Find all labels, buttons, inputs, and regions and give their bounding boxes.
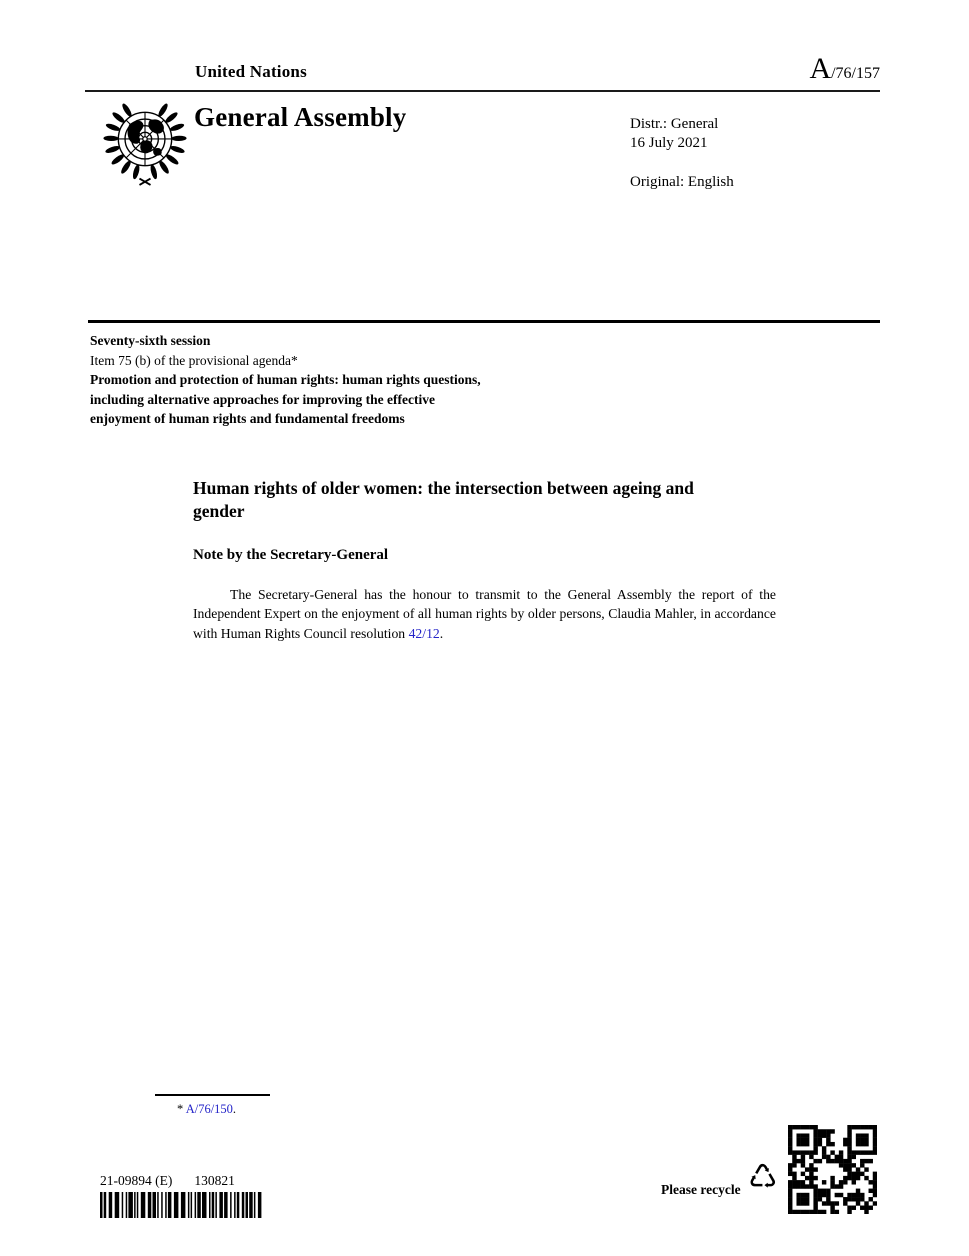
- paragraph-text: The Secretary-General has the honour to transmit to the General Assembly the report of the Independent Expert on the enjoyment of all human rights by older persons, Claudia Mahler, in accordance with Human Rights Council resolution: [193, 587, 776, 641]
- agenda-item-title: Promotion and protection of human rights: human rights questions, including alternative approaches for improving the effective enjoyment of human rights and fundamental freedoms: [90, 372, 481, 427]
- document-title: Human rights of older women: the intersection between ageing and gender: [193, 478, 694, 521]
- barcode: [100, 1192, 262, 1218]
- qr-code: [788, 1125, 877, 1214]
- job-number-line: [100, 1173, 235, 1189]
- session-title: Seventy-sixth session: [90, 333, 211, 348]
- page-title: General Assembly: [194, 102, 407, 132]
- session-block: [90, 331, 498, 429]
- paragraph-period: .: [439, 625, 444, 641]
- footnote: [177, 1102, 236, 1117]
- org-name: United Nations: [195, 62, 307, 81]
- session-divider: [88, 320, 880, 323]
- recycle-label: Please recycle: [661, 1182, 741, 1197]
- original-language-line: Original: English: [630, 174, 734, 190]
- date-line: 16 July 2021: [630, 135, 708, 151]
- distribution-block: [630, 115, 734, 192]
- agenda-item-line: Item 75 (b) of the provisional agenda*: [90, 352, 298, 368]
- document-subtitle: Note by the Secretary-General: [193, 547, 389, 563]
- job-number: 21-09894 (E): [100, 1173, 173, 1188]
- footnote-period: .: [232, 1102, 237, 1116]
- document-symbol: [809, 52, 880, 86]
- document-symbol-number: /76/157: [831, 65, 880, 82]
- emblem-stems: [139, 179, 150, 185]
- transmittal-paragraph: [193, 585, 776, 643]
- date-code: 130821: [194, 1173, 235, 1188]
- footnote-marker: *: [177, 1102, 186, 1116]
- footnote-divider: [155, 1094, 270, 1096]
- resolution-link[interactable]: 42/12: [408, 625, 440, 641]
- recycle-icon: ♺: [748, 1157, 778, 1196]
- header-divider: [85, 90, 880, 92]
- spacer: [630, 153, 734, 173]
- un-emblem-icon: [99, 102, 191, 187]
- document-symbol-letter: A: [809, 52, 832, 85]
- footnote-link[interactable]: A/76/150: [185, 1102, 233, 1116]
- distr-line: Distr.: General: [630, 116, 719, 132]
